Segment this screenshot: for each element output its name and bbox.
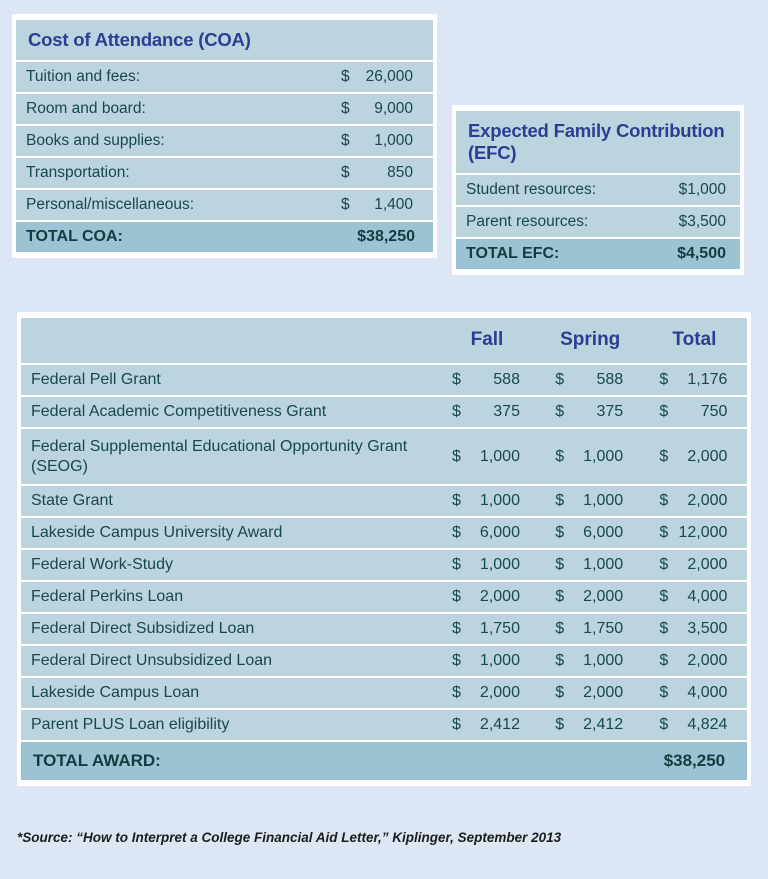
currency-symbol: $ [451,684,461,702]
award-total-label: TOTAL AWARD: [21,742,435,780]
currency-symbol: $ [341,68,350,85]
award-breakdown-table [17,312,751,786]
award-item-label: State Grant [21,486,435,516]
award-fall-value: $ 1,000 [435,646,538,676]
currency-symbol: $ [659,588,669,606]
award-total-grand: $38,250 [642,742,747,780]
currency-symbol: $ [659,556,669,574]
award-item-label: Federal Academic Competitiveness Grant [21,397,435,427]
table-row [16,62,433,92]
award-total-value: $ 1,176 [642,365,747,395]
award-item-label: Federal Pell Grant [21,365,435,395]
currency-symbol: $ [659,403,669,420]
currency-symbol: $ [451,447,461,465]
currency-symbol: $ [659,492,669,510]
currency-symbol: $ [341,100,350,117]
efc-total-value: $4,500 [647,239,740,269]
currency-symbol: $ [555,524,565,542]
table-row [21,486,747,516]
currency-symbol: $ [555,684,565,702]
award-table-header [21,318,747,363]
currency-symbol: $ [659,447,669,465]
table-row [16,126,433,156]
efc-title: Expected Family Contribution (EFC) [456,111,740,173]
coa-row-label: Room and board: [16,94,308,124]
award-header-row [21,318,747,363]
currency-symbol: $ [659,652,669,670]
award-total-spring [539,742,642,780]
coa-row-value [308,126,433,156]
award-item-label: Federal Supplemental Educational Opportunity Grant (SEOG) [21,429,435,484]
efc-total-label: TOTAL EFC: [456,239,647,269]
table-row [21,614,747,644]
efc-row-value: $3,500 [647,207,740,237]
coa-title: Cost of Attendance (COA) [16,20,433,60]
currency-symbol: $ [341,132,350,149]
award-total-value: $ 4,000 [642,678,747,708]
currency-symbol: $ [555,652,565,670]
coa-row-label: Personal/miscellaneous: [16,190,308,220]
coa-total-value: $38,250 [308,222,433,252]
award-header-fall: Fall [435,318,538,363]
award-spring-value: $ 1,000 [539,646,642,676]
award-spring-value: $ 1,000 [539,486,642,516]
table-row [21,518,747,548]
currency-symbol: $ [555,371,565,388]
award-spring-value: $ 2,000 [539,678,642,708]
currency-symbol: $ [555,620,565,638]
coa-row-value [308,190,433,220]
award-fall-value: $ 1,000 [435,429,538,484]
table-row [21,365,747,395]
table-row [16,190,433,220]
table-row [21,550,747,580]
source-note: *Source: “How to Interpret a College Financial Aid Letter,” Kiplinger, September 2013 [17,830,562,845]
award-fall-value: $ 2,000 [435,582,538,612]
award-total-value: $ 750 [642,397,747,427]
award-total-value: $ 4,000 [642,582,747,612]
award-total-value: $ 2,000 [642,646,747,676]
award-fall-value: $ 1,000 [435,486,538,516]
coa-row-amount: 9,000 [374,100,413,117]
expected-family-contribution-table [452,105,744,275]
award-fall-value: $ 2,000 [435,678,538,708]
award-item-label: Federal Direct Subsidized Loan [21,614,435,644]
table-row [456,207,740,237]
award-header-total: Total [642,318,747,363]
award-item-label: Parent PLUS Loan eligibility [21,710,435,740]
award-total-value: $ 2,000 [642,486,747,516]
award-table-body [21,365,747,780]
efc-row-label: Student resources: [456,175,647,205]
award-total-value: $ 2,000 [642,429,747,484]
cost-of-attendance-table [12,14,437,258]
coa-row-amount: 850 [387,164,413,181]
currency-symbol: $ [451,716,461,734]
currency-symbol: $ [341,196,350,213]
award-total-fall [435,742,538,780]
award-total-value: $ 12,000 [642,518,747,548]
award-item-label: Federal Direct Unsubsidized Loan [21,646,435,676]
currency-symbol: $ [451,556,461,574]
coa-row-label: Tuition and fees: [16,62,308,92]
award-spring-value: $ 588 [539,365,642,395]
efc-table-body [456,111,740,269]
award-total-row [21,742,747,780]
coa-row-value [308,94,433,124]
currency-symbol: $ [451,524,461,542]
award-item-label: Federal Work-Study [21,550,435,580]
award-fall-value: $ 1,750 [435,614,538,644]
currency-symbol: $ [555,447,565,465]
table-row [21,710,747,740]
currency-symbol: $ [659,524,669,542]
currency-symbol: $ [341,164,350,181]
award-header-item [21,318,435,363]
currency-symbol: $ [555,403,565,420]
table-row [21,582,747,612]
currency-symbol: $ [555,556,565,574]
award-fall-value: $ 375 [435,397,538,427]
currency-symbol: $ [451,371,461,388]
award-fall-value: $ 588 [435,365,538,395]
table-row [21,646,747,676]
coa-total-label: TOTAL COA: [16,222,308,252]
efc-table [456,109,740,271]
table-row [21,678,747,708]
coa-row-label: Books and supplies: [16,126,308,156]
currency-symbol: $ [555,716,565,734]
coa-table [16,18,433,254]
table-row [16,94,433,124]
coa-row-amount: 1,400 [374,196,413,213]
table-row [456,175,740,205]
table-row [21,397,747,427]
currency-symbol: $ [555,588,565,606]
award-table [21,316,747,782]
currency-symbol: $ [451,652,461,670]
coa-total-row [16,222,433,252]
currency-symbol: $ [451,588,461,606]
award-total-value: $ 3,500 [642,614,747,644]
currency-symbol: $ [451,620,461,638]
efc-row-label: Parent resources: [456,207,647,237]
currency-symbol: $ [555,492,565,510]
coa-row-amount: 1,000 [374,132,413,149]
award-spring-value: $ 6,000 [539,518,642,548]
award-item-label: Lakeside Campus University Award [21,518,435,548]
currency-symbol: $ [451,403,461,420]
award-spring-value: $ 1,000 [539,550,642,580]
table-row [16,158,433,188]
award-total-value: $ 2,000 [642,550,747,580]
table-row [21,429,747,484]
award-spring-value: $ 1,750 [539,614,642,644]
award-fall-value: $ 6,000 [435,518,538,548]
award-spring-value: $ 2,000 [539,582,642,612]
coa-table-body [16,20,433,252]
award-spring-value: $ 2,412 [539,710,642,740]
currency-symbol: $ [659,620,669,638]
award-spring-value: $ 375 [539,397,642,427]
currency-symbol: $ [451,492,461,510]
coa-row-label: Transportation: [16,158,308,188]
award-fall-value: $ 2,412 [435,710,538,740]
coa-row-value [308,62,433,92]
award-item-label: Lakeside Campus Loan [21,678,435,708]
award-header-spring: Spring [539,318,642,363]
currency-symbol: $ [659,684,669,702]
coa-title-row [16,20,433,60]
efc-title-row [456,111,740,173]
award-fall-value: $ 1,000 [435,550,538,580]
coa-row-value [308,158,433,188]
efc-total-row [456,239,740,269]
award-spring-value: $ 1,000 [539,429,642,484]
coa-row-amount: 26,000 [365,68,413,85]
award-total-value: $ 4,824 [642,710,747,740]
award-item-label: Federal Perkins Loan [21,582,435,612]
currency-symbol: $ [659,371,669,388]
currency-symbol: $ [659,716,669,734]
efc-row-value: $1,000 [647,175,740,205]
